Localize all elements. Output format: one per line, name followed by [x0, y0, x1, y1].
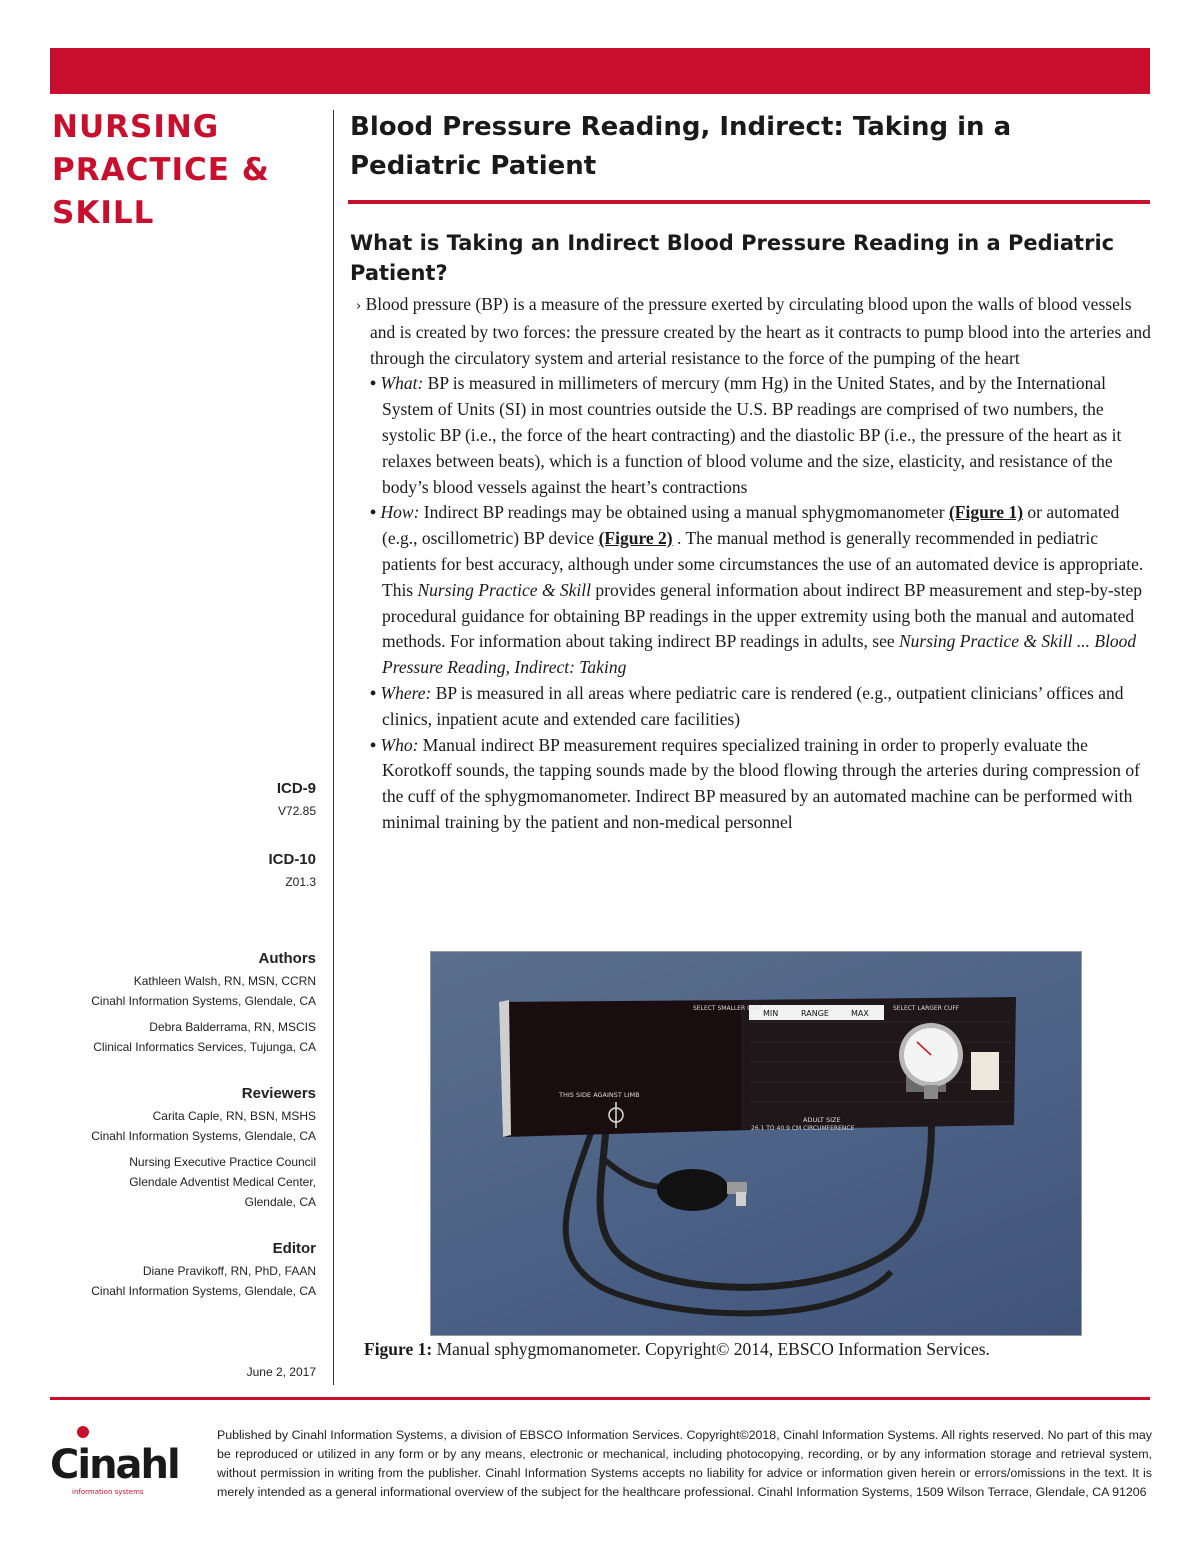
- reviewers-heading: Reviewers: [241, 1085, 316, 1102]
- footer-copyright: Published by Cinahl Information Systems, a division of EBSCO Information Services. Copyright©2018, Cinahl Information Systems. All rights reserved. No part of this may be reproduced or utilized in any form or by any means, electronic or mechanical, including photocopying, recording, or by any information storage and retrieval system, without permission in writing from the publisher. Cinahl Information Systems accepts no liability for advice or information given herein or errors/omissions in the text. It is merely intended as a general informational overview of the subject for the healthcare professional. Cinahl Information Systems, 1509 Wilson Terrace, Glendale, CA 91206: [217, 1428, 1152, 1499]
- tube-bulb: [601, 1157, 666, 1187]
- bullet-label: How:: [380, 502, 420, 523]
- bullet-what: • What: BP is measured in millimeters of mercury (mm Hg) in the United States, and by the International System of Units (SI) in most countries outside the U.S. BP readings are comprised of two numbers, the systolic BP (i.e., the force of the heart contracting) and the diastolic BP (i.e., the pressure of the heart as it relaxes between beats), which is a function of blood volume and the size, elasticity, and resistance of the body’s blood vessels against the heart’s contractions: [370, 373, 1122, 497]
- sphygmomanometer-illustration: [431, 952, 1081, 1335]
- brand-line-3: SKILL: [52, 195, 155, 231]
- cuff-hook-strip: [499, 1000, 511, 1137]
- select-smaller-label: SELECT SMALLER CUFF: [693, 1005, 763, 1012]
- inflation-bulb: [657, 1169, 729, 1211]
- reviewer-name: Nursing Executive Practice Council: [129, 1155, 316, 1169]
- logo-wordmark: Cinahl: [50, 1442, 178, 1488]
- reviewer-affiliation: Cinahl Information Systems, Glendale, CA: [91, 1129, 316, 1143]
- icd10-code: Z01.3: [285, 875, 316, 889]
- editor-affiliation: Cinahl Information Systems, Glendale, CA: [91, 1284, 316, 1298]
- valve-screw: [736, 1192, 746, 1206]
- editor-name: Diane Pravikoff, RN, PhD, FAAN: [142, 1264, 316, 1278]
- editor-heading: Editor: [272, 1240, 316, 1257]
- title-underline: [348, 200, 1150, 204]
- select-larger-label: SELECT LARGER CUFF: [893, 1005, 960, 1012]
- lead-paragraph: › Blood pressure (BP) is a measure of the pressure exerted by circulating blood upon the walls of blood vessels and is created by two forces: the pressure created by the heart as it contracts to pump blood into the arteries and through the circulatory system and arterial resistance to the force of the pumping of the heart: [356, 294, 1151, 368]
- reviewer-affiliation-2: Glendale, CA: [244, 1195, 316, 1209]
- author-name: Kathleen Walsh, RN, MSN, CCRN: [133, 974, 316, 988]
- bullet-label: Where:: [380, 682, 432, 703]
- section-heading: What is Taking an Indirect Blood Pressure Reading in a Pediatric Patient?: [350, 231, 1115, 285]
- header-red-bar: [50, 48, 1150, 94]
- bullet-how: • How: Indirect BP readings may be obtained using a manual sphygmomanometer (Figure 1) or automated (e.g., oscillometric) BP device (Figure 2) . The manual method is generally recommended in pediatric patients for best accuracy, although under some circumstances the use of an automated device is appropriate. This Nursing Practice & Skill provides general information about indirect BP measurement and step-by-step procedural guidance for obtaining BP readings in the upper extremity using both the manual and automated methods. For information about taking indirect BP readings in adults, see Nursing Practice & Skill ... Blood Pressure Reading, Indirect: Taking: [370, 502, 1144, 678]
- column-divider: [333, 110, 334, 1385]
- range-max-label: MAX: [851, 1009, 869, 1018]
- adult-size-label: ADULT SIZE: [803, 1116, 841, 1124]
- figure-1-link[interactable]: (Figure 1): [948, 502, 1024, 523]
- reviewer-name: Carita Caple, RN, BSN, MSHS: [152, 1109, 316, 1123]
- body-text: [352, 292, 1152, 836]
- authors-block: [52, 950, 316, 1057]
- footer-red-rule: [50, 1397, 1150, 1400]
- gauge-stem: [924, 1085, 938, 1099]
- logo-tagline: information systems: [72, 1488, 144, 1496]
- document-title: Blood Pressure Reading, Indirect: Taking in a Pediatric Patient: [350, 112, 1012, 181]
- bullet-icon: •: [370, 502, 377, 523]
- sphygmomanometer-photo: [430, 951, 1082, 1336]
- chevron-right-icon: ›: [356, 299, 362, 314]
- cuff-label-tag: [971, 1052, 999, 1090]
- author-affiliation: Cinahl Information Systems, Glendale, CA: [91, 994, 316, 1008]
- publication-date: June 2, 2017: [246, 1365, 316, 1379]
- bullet-where: • Where: BP is measured in all areas where pediatric care is rendered (e.g., outpatient clinicians’ offices and clinics, inpatient acute and extended care facilities): [370, 682, 1124, 729]
- bullet-icon: •: [370, 682, 377, 703]
- authors-heading: Authors: [258, 950, 316, 967]
- icd10-label: ICD-10: [268, 851, 316, 868]
- logo-dot-icon: [77, 1426, 89, 1438]
- cuff-body: [499, 1000, 751, 1137]
- icd10-block: [52, 851, 316, 892]
- limb-label: THIS SIDE AGAINST LIMB: [559, 1091, 640, 1099]
- author-affiliation: Clinical Informatics Services, Tujunga, CA: [93, 1040, 316, 1054]
- figure-2-link[interactable]: (Figure 2): [598, 528, 673, 549]
- bullet-who: • Who: Manual indirect BP measurement requires specialized training in order to properly evaluate the Korotkoff sounds, the tapping sounds made by the blood flowing through the arteries during compression of the cuff of the sphygmomanometer. Indirect BP measured by an automated machine can be performed with minimal training by the patient and non-medical personnel: [370, 734, 1140, 832]
- brand-line-2: PRACTICE &: [52, 152, 270, 188]
- icd9-code: V72.85: [277, 804, 316, 818]
- editor-block: [52, 1240, 316, 1301]
- reviewer-affiliation: Glendale Adventist Medical Center,: [129, 1175, 316, 1189]
- reviewers-block: [52, 1085, 316, 1212]
- bullet-label: Who:: [380, 734, 419, 755]
- cinahl-logo: [50, 1420, 178, 1500]
- brand-title: [52, 106, 312, 235]
- range-label: RANGE: [801, 1009, 829, 1018]
- bullet-label: What:: [380, 373, 424, 394]
- bullet-icon: •: [370, 734, 377, 755]
- author-name: Debra Balderrama, RN, MSCIS: [149, 1020, 316, 1034]
- circumference-label: 26.1 TO 40.9 CM CIRCUMFERENCE: [751, 1125, 855, 1132]
- brand-line-1: NURSING: [52, 109, 220, 145]
- date-block: [52, 1362, 316, 1382]
- icd9-label: ICD-9: [276, 780, 316, 797]
- range-min-label: MIN: [763, 1009, 779, 1018]
- bullet-icon: •: [370, 373, 377, 394]
- figure-caption: Figure 1: Manual sphygmomanometer. Copyright© 2014, EBSCO Information Services.: [364, 1339, 990, 1359]
- caption-label: Figure 1:: [364, 1339, 433, 1359]
- icd9-block: [52, 780, 316, 821]
